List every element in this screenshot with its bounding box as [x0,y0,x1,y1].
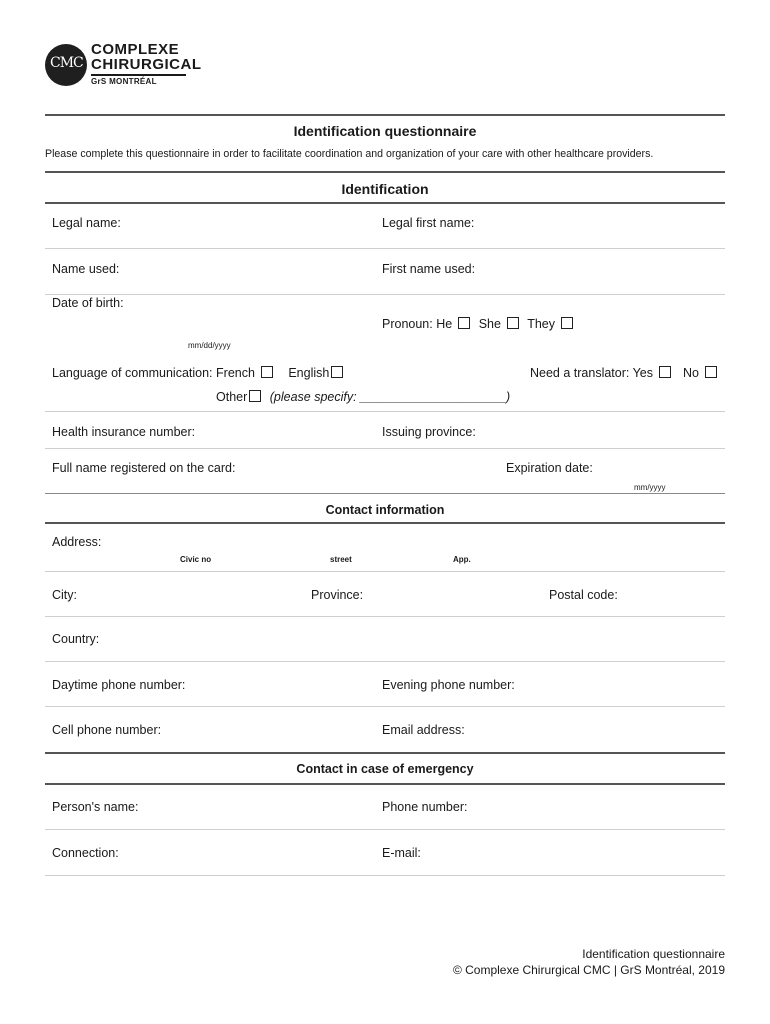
lang-specify-field[interactable]: (please specify: _____________________) [269,390,511,404]
divider [45,875,725,876]
language-group [52,366,348,380]
lang-other-label: Other [216,390,248,404]
divider [45,448,725,449]
pronoun-they-checkbox[interactable] [561,317,573,329]
postal-code-label: Postal code: [549,588,618,602]
divider [45,661,725,662]
name-used-label: Name used: [52,262,120,276]
divider [45,114,725,116]
city-label: City: [52,588,77,602]
expiration-hint: mm/yyyy [634,483,666,492]
translator-no-label: No [682,366,699,380]
day-phone-label: Daytime phone number: [52,678,186,692]
emergency-phone-label: Phone number: [382,800,468,814]
divider [45,493,725,494]
section-identification-heading: Identification [341,181,429,197]
section-emergency-heading: Contact in case of emergency [296,762,474,776]
translator-label: Need a translator: [530,366,630,380]
divider [45,294,725,295]
address-app-hint: App. [453,555,471,564]
divider [45,706,725,707]
issuing-province-label: Issuing province: [382,425,476,439]
dob-label: Date of birth: [52,296,124,310]
address-civic-hint: Civic no [180,555,212,564]
divider [45,411,725,412]
lang-other-checkbox[interactable] [249,390,261,402]
page-title: Identification questionnaire [293,123,477,139]
evening-phone-label: Evening phone number: [382,678,515,692]
divider [45,171,725,173]
address-street-hint: street [330,555,352,564]
section-contact-heading: Contact information [325,503,445,517]
divider [45,202,725,204]
logo-line3: GrS MONTRÉAL [91,77,157,86]
divider [45,752,725,754]
pronoun-she-checkbox[interactable] [507,317,519,329]
expiration-label: Expiration date: [506,461,593,475]
pronoun-he-label: He [436,317,453,331]
logo-line2: CHIRURGICAL [91,56,202,73]
pronoun-he-checkbox[interactable] [458,317,470,329]
footer-copyright: © Complexe Chirurgical CMC | GrS Montréal, 2019 [452,963,725,977]
emergency-person-label: Person's name: [52,800,139,814]
divider [45,522,725,524]
lang-french-checkbox[interactable] [261,366,273,378]
address-label: Address: [52,535,102,549]
divider [45,248,725,249]
divider [45,829,725,830]
logo-underline [91,74,186,76]
pronoun-they-label: They [527,317,555,331]
first-name-used-label: First name used: [382,262,476,276]
emergency-connection-label: Connection: [52,846,119,860]
intro-text: Please complete this questionnaire in order to facilitate coordination and organization of your care with other healthcare providers. [45,148,654,160]
card-name-label: Full name registered on the card: [52,461,236,475]
pronoun-she-label: She [478,317,501,331]
lang-french-label: French [216,366,255,380]
dob-hint: mm/dd/yyyy [188,341,231,350]
language-label: Language of communication: [52,366,213,380]
province-label: Province: [311,588,364,602]
lang-other-group [216,390,510,404]
translator-yes-label: Yes [632,366,654,380]
email-address-label: Email address: [382,723,465,737]
health-number-label: Health insurance number: [52,425,196,439]
legal-name-label: Legal name: [52,216,121,230]
logo-monogram: CMC [50,55,83,71]
lang-english-label: English [288,366,330,380]
pronoun-label: Pronoun: [382,317,433,331]
cell-phone-label: Cell phone number: [52,723,162,737]
emergency-email-label: E-mail: [382,846,421,860]
legal-first-name-label: Legal first name: [382,216,475,230]
lang-english-checkbox[interactable] [331,366,343,378]
translator-yes-checkbox[interactable] [659,366,671,378]
divider [45,616,725,617]
translator-no-checkbox[interactable] [705,366,717,378]
translator-group [530,366,722,380]
divider [45,783,725,785]
country-label: Country: [52,632,100,646]
divider [45,571,725,572]
footer-title: Identification questionnaire [582,947,725,961]
pronoun-group [382,317,578,331]
logo-line1: COMPLEXE [91,41,180,58]
